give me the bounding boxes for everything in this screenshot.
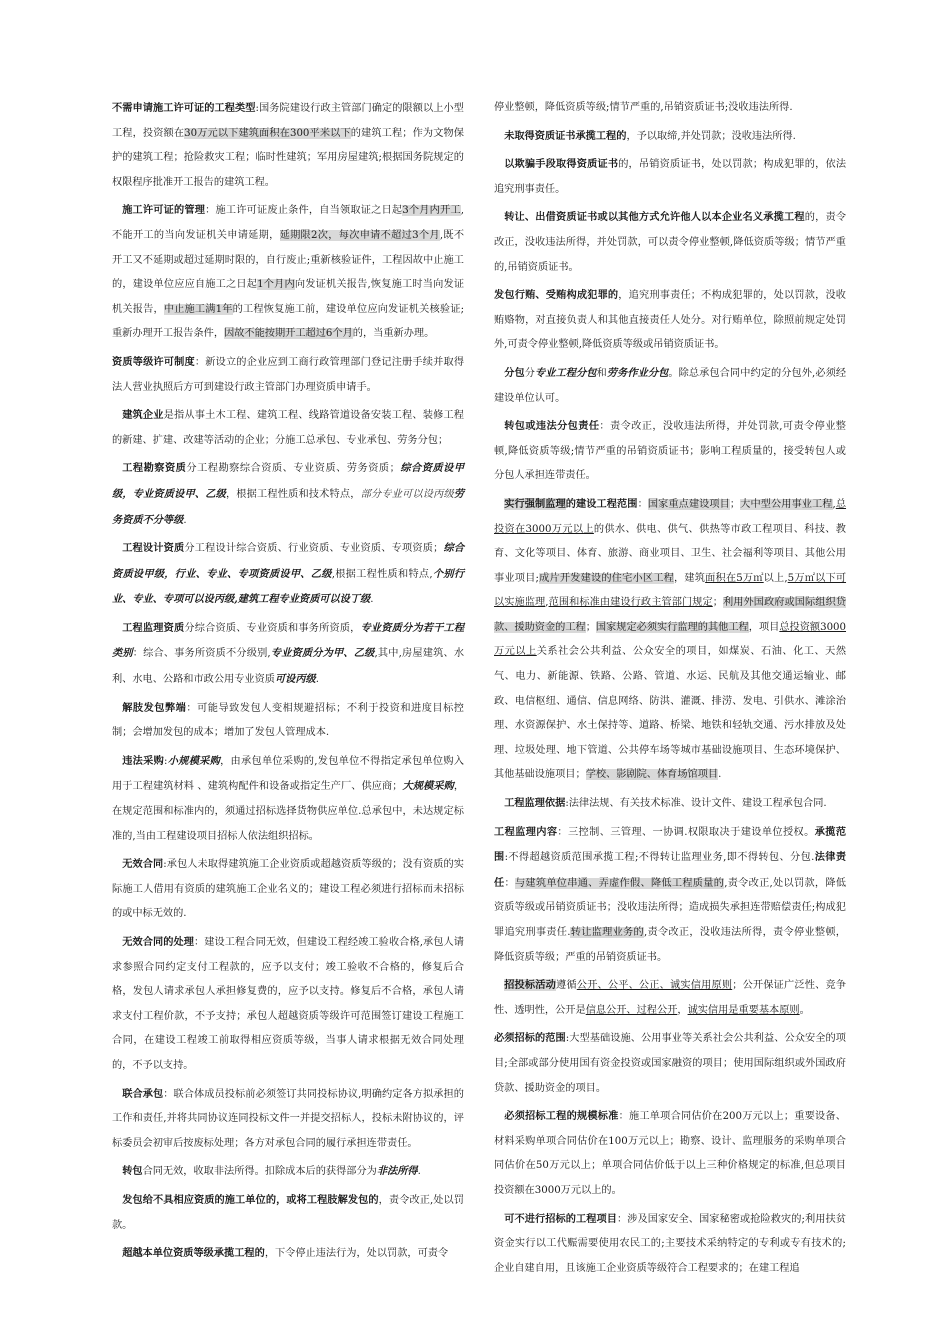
text-run: 施工许可证的管理 xyxy=(122,204,206,217)
paragraph-r10 xyxy=(494,820,846,971)
text-run: 成片开发建设的住宅小区工程 xyxy=(538,572,674,584)
text-run: 分 xyxy=(524,367,535,379)
text-run: ,既不开工又不延期或超过延期时限的，自行废止;重新核验证件，工程因故中止施工的，建设单位应应自施工之日起 xyxy=(112,229,465,291)
text-run: ：建设工程合同无效，但建设工程经竣工验收合格,承包人请求参照合同约定支付工程款的，应予以支付；竣工验收不合格的，修复后合格，发包人请求承包人承担修复费的，应予以支持。修复后不合格，承包人请求支付工程价款，不予支持；承包人超越资质等级许可范围签订建设工程施工合同，在建设工程竣工前取得相应资质等级，当事人请求根据无效合同处理的，不予以支持。 xyxy=(112,937,464,1071)
text-run: 关系社会公共利益、公众安全的项目，如煤炭、石油、化工、天然气、电力、新能源、铁路、公路、管道、水运、民航及其他交通运输业、邮政、电信枢纽、通信、信息网络、防洪、灌溉、排涝、发电、引供水、滩涂治理、水资源保护、水土保持等、道路、桥梁、地铁和轻轨交通、污水排放及处理、垃圾处理、地下管道、公共停车场等城市基础设施项目、生态环境保护、其他基础设施项目； xyxy=(494,646,847,781)
text-run: ，根据工程性质和技术特点， xyxy=(225,488,361,500)
paragraph-r6 xyxy=(494,361,846,411)
text-run: ，予以取缔,并处罚款；没收违法所得. xyxy=(626,130,796,142)
text-run: 招投标活动 xyxy=(504,979,557,992)
paragraph-l4 xyxy=(112,403,464,453)
text-run: 以上, xyxy=(763,572,788,584)
paragraph-l1 xyxy=(112,96,464,195)
text-run: ,责令改正，没收违法所得，责令停业整顿，降低资质等级；严重的吊销资质证书。 xyxy=(494,927,846,963)
text-run: 的建筑工程；作为文物保护的建筑工程；抢险救灾工程；临时性建筑；军用房屋建筑;根据国务院规定的权限程序批准开工报告的建筑工程。 xyxy=(112,127,464,188)
text-run: ； xyxy=(712,597,723,609)
paragraph-l15 xyxy=(112,1241,464,1267)
document-page xyxy=(112,96,854,1306)
paragraph-l5 xyxy=(112,456,464,533)
text-run: 综合资质设甲级，专业资质设甲、乙级 xyxy=(112,462,465,500)
text-run: 的工程恢复施工前，建设单位应向发证机关核验证;重新办理开工报告条件， xyxy=(112,303,465,340)
text-run: 公开、公平、公正、诚实信用原则 xyxy=(576,980,733,992)
text-run: 分工程勘察综合资质、专业资质、劳务资质； xyxy=(186,463,400,475)
text-run: 劳务资质不分等级 xyxy=(112,487,465,526)
paragraph-l12 xyxy=(112,1082,464,1157)
text-run: 范围和标准由建设行政主管部门规定 xyxy=(548,597,713,609)
text-run: ； xyxy=(729,498,741,510)
text-run: ：涉及国家安全、国家秘密或抢险救灾的;利用扶贫资金实行以工代赈需要使用农民工的;主要技术采纳特定的专利或专有技术的;企业自建自用，且该施工企业资质等级符合工程要求的；在建工程追 xyxy=(494,1213,846,1274)
text-run: 工程设计资质 xyxy=(122,542,185,555)
text-run: 分工程设计综合资质、行业资质、专业资质、专项资质； xyxy=(184,543,444,555)
text-run: 工程监理资质 xyxy=(122,621,185,634)
text-run: . xyxy=(315,674,319,686)
text-run: 是指从事土木工程、建筑工程、线路管道设备安装工程、装修工程的新建、扩建、改建等活动的企业；分施工总承包、专业承包、劳务分包； xyxy=(112,410,464,446)
paragraph-l2 xyxy=(112,198,464,347)
text-run: 小规模采购 xyxy=(167,754,221,767)
text-run: ：施工单项合同估价在200万元以上；重要设备、材料采购单项合同估价在100万元以上；勘察、设计、监理服务的采购单项合同估价在50万元以上；单项合同估价低于以上三种价格规定的标准,但总项目投资额在3000万元以上的。 xyxy=(494,1111,846,1196)
text-run: , xyxy=(545,597,549,609)
paragraph-r8 xyxy=(494,492,846,788)
text-run: 国家规定必须实行监理的其他工程 xyxy=(595,621,749,633)
text-run: ，在规定范围和标准内的，须通过招标选择货物供应单位.总承包中，未达规定标准的,当由工程建设项目招标人依法组织招标。 xyxy=(112,781,464,842)
text-run: 必须招标的范围 xyxy=(494,1032,566,1045)
paragraph-r4 xyxy=(494,205,846,280)
text-run: 3个月内开工 xyxy=(402,205,461,217)
text-run: 个别行业、专业、专项可以设丙级,建筑工程专业资质可以设丁级 xyxy=(112,567,465,606)
paragraph-l8 xyxy=(112,696,464,746)
text-run: ：可能导致发包人变相规避招标；不利于投资和进度目标控制；会增加发包的成本；增加了发包人管理成本. xyxy=(112,702,464,739)
text-run: ,其中,房屋建筑、水利、水电、公路和市政公用专业资质 xyxy=(112,648,465,686)
text-run: 专业资质分为甲、乙级 xyxy=(270,647,375,660)
paragraph-r7 xyxy=(494,414,846,489)
text-run: 分包 xyxy=(504,366,525,379)
text-run: 合同无效，收取非法所得。扣除成本后的获得部分为 xyxy=(142,1166,377,1178)
text-run: 联合承包 xyxy=(122,1087,164,1100)
text-run: 诚实信用是重要基本原则 xyxy=(687,1004,800,1016)
text-run: ；公开保证广泛性、竞争性、透明性，公开是 xyxy=(494,980,847,1016)
text-run: 5万㎡以下可以实施监理 xyxy=(494,572,847,609)
paragraph-r13 xyxy=(494,1104,846,1203)
text-run: 1个月内 xyxy=(257,279,295,291)
text-run: ，追究刑事责任；不构成犯罪的，处以罚款，没收贿赂物，对直接负责人和其他直接责任人处分。对行贿单位，除照前规定处罚外,可责令停业整顿,降低资质等级或吊销资质证书。 xyxy=(494,290,846,351)
text-run: 30万元以下建筑面积在300平米以下 xyxy=(184,127,351,139)
text-run: ，建筑 xyxy=(674,572,706,584)
text-run: 中止施工满1年 xyxy=(163,303,233,315)
text-run: 与建筑单位串通、弄虚作假、降低工程质量的 xyxy=(514,877,725,889)
text-run: 因故不能按期开工超过6个月 xyxy=(224,328,353,340)
text-run: ，由承包单位采购的,发包单位不得指定承包单位购入用于工程建筑材料 、建筑构配件和设备或指定生产厂、供应商； xyxy=(112,755,465,793)
text-run: 停业整顿，降低资质等级;情节严重的,吊销资质证书;没收违法所得. xyxy=(494,102,793,113)
paragraph-r1 xyxy=(494,96,846,121)
text-run: 面积在5万㎡ xyxy=(705,572,764,584)
text-run: 信息公开、过程公开 xyxy=(585,1004,678,1016)
text-run: 超越本单位资质等级承揽工程的 xyxy=(122,1247,265,1260)
text-run: 以欺骗手段取得资质证书 xyxy=(504,158,619,171)
text-run: :承包人未取得建筑施工企业资质或超越资质等级的；没有资质的实际施工人借用有资质的建筑施工企业名义的；建设工程必须进行招标而未招标的或中标无效的. xyxy=(112,859,464,920)
text-run: 必须招标工程的规模标准 xyxy=(504,1110,619,1123)
text-run: ， xyxy=(677,1004,688,1016)
text-run: 无效合同 xyxy=(122,858,164,871)
text-run: 劳务作业分包 xyxy=(606,366,669,379)
paragraph-l10 xyxy=(112,852,464,927)
text-run: 分综合资质、专业资质和事务所资质， xyxy=(184,622,361,634)
text-run: 大规模采购 xyxy=(402,780,454,793)
text-run: 延期限2次，每次申请不超过3个月 xyxy=(279,229,440,241)
text-run: 部分专业可以设丙级 xyxy=(360,488,454,500)
text-run: ： xyxy=(504,877,515,889)
text-run: 大中型公用事业工程 xyxy=(740,498,833,510)
text-run: 转包 xyxy=(122,1165,143,1178)
text-run: 建筑企业 xyxy=(122,409,164,422)
text-run: ,责令改正,处以罚款，降低资质等级或吊销资质证书；没收违法所得；造成损失承担连带赔偿责任;构成犯罪追究刑事责任. xyxy=(494,877,847,938)
text-run: ：综合、事务所资质不分级别, xyxy=(132,648,271,660)
text-run: 可设丙级 xyxy=(275,673,316,686)
text-run: 法律责任 xyxy=(494,851,847,889)
text-run: :大型基础设施、公用事业等关系社会公共利益、公众安全的项目;全部或部分使用国有资金投资或国家融资的项目；使用国际组织或外国政府贷款、援助资金的项目。 xyxy=(494,1033,846,1094)
paragraph-l9 xyxy=(112,749,464,849)
text-run: 承揽范围 xyxy=(494,825,847,864)
paragraph-r5 xyxy=(494,283,846,358)
text-run: 转包或违法分包责任 xyxy=(504,420,600,433)
paragraph-r9 xyxy=(494,791,846,817)
text-run: ：三控制、三管理、一协调.权限取决于建设单位授权。 xyxy=(557,826,815,838)
text-run: 发包给不具相应资质的施工单位的，或将工程肢解发包的 xyxy=(122,1193,379,1206)
text-run: 。 xyxy=(799,1004,810,1016)
paragraph-l3 xyxy=(112,350,464,400)
text-run: ： xyxy=(637,498,648,510)
text-run: 向发证机关报告,恢复施工时当向发证机关报告， xyxy=(112,279,465,315)
paragraph-l6 xyxy=(112,536,464,613)
text-run: 违法采购 xyxy=(122,754,165,767)
text-run: 的，责令改正，没收违法所得，并处罚款，可以责令停业整顿,降低资质等级；情节严重的,吊销资质证书。 xyxy=(494,212,847,273)
text-run: ，责令改正,处以罚款。 xyxy=(112,1194,464,1231)
text-run: ，项目 xyxy=(748,621,780,633)
text-run: 非法所得 xyxy=(376,1165,418,1178)
text-run: 的，吊销资质证书，处以罚款；构成犯罪的，依法追究刑事责任。 xyxy=(494,159,847,195)
text-run: 转让、出借资质证书或以其他方式允许他人以本企业名义承揽工程 xyxy=(504,211,805,224)
paragraph-r14 xyxy=(494,1207,846,1282)
text-run: ：施工许可证废止条件，自当领取证之日起 xyxy=(205,205,403,217)
text-run: 工程监理依据 xyxy=(504,797,566,810)
text-run: 实行强制监理 xyxy=(504,497,566,510)
text-run: :不得超越资质范围承揽工程;不得转让监理业务,即不得转包、分包. xyxy=(504,852,815,864)
text-run: 无效合同的处理 xyxy=(122,936,195,948)
text-run: , xyxy=(832,498,836,510)
text-run: 资质等级许可制度 xyxy=(112,355,195,368)
text-run: 和 xyxy=(596,367,607,379)
text-run: ：责令改正，没收违法所得，并处罚款,可责令停业整顿,降低资质等级;情节严重的吊销资质证书；影响工程质量的，接受转包人或分包人承担连带责任。 xyxy=(494,421,846,482)
text-run: 专业资质分为若干工程类别 xyxy=(112,621,465,660)
text-run: 未取得资质证书承揽工程的 xyxy=(504,129,627,142)
right-column xyxy=(494,96,846,1284)
paragraph-l11 xyxy=(112,930,464,1079)
text-run: ，下令停止违法行为，处以罚款，可责令 xyxy=(264,1248,449,1260)
text-run: 总投资在3000万元以上 xyxy=(494,498,847,535)
text-run: 可不进行招标的工程项目 xyxy=(504,1212,617,1225)
text-run: 学校、影剧院、体育场馆项目 xyxy=(585,769,719,781)
text-run: 的建设工程范围 xyxy=(565,497,638,510)
text-run: 解肢发包弊端 xyxy=(122,701,187,714)
text-run: 。除总承包合同中约定的分包外,必须经建设单位认可。 xyxy=(494,367,847,404)
text-run: ,不能开工的当向发证机关申请延期， xyxy=(112,205,465,241)
left-column xyxy=(112,96,464,1270)
text-run: . xyxy=(183,514,187,526)
text-run: ：联合体成员投标前必须签订共同投标协议,明确约定各方拟承担的工作和责任,并将共同协议连同投标文件一并提交招标人，投标未附协议的，评标委员会初审后按废标处理；各方对承包合同的履行承担连带责任。 xyxy=(112,1088,464,1149)
text-run: 工程监理内容 xyxy=(494,825,558,838)
text-run: 综合资质设甲级，行业、专业、专项资质设甲、乙级 xyxy=(112,542,465,580)
paragraph-r3 xyxy=(494,152,846,202)
text-run: 专业工程分包 xyxy=(534,366,597,379)
paragraph-l14 xyxy=(112,1188,464,1238)
text-run: 总投资额3000万元以上 xyxy=(494,621,847,658)
text-run: 工程勘察资质 xyxy=(122,462,187,475)
text-run: 不需申请施工许可证的工程类型 xyxy=(112,102,256,114)
paragraph-l13 xyxy=(112,1159,464,1185)
text-run: 发包行贿、受贿构成犯罪的 xyxy=(494,289,619,302)
text-run: 的供水、供电、供气、供热等市政工程项目、科技、教育、文化等项目、体育、旅游、商业项目、卫生、社会福利等项目、其他公用事业项目; xyxy=(494,523,846,584)
text-run: . xyxy=(718,769,722,781)
paragraph-r2 xyxy=(494,124,846,150)
text-run: ,根据工程性质和特点, xyxy=(331,568,433,580)
text-run: ； xyxy=(585,621,596,633)
text-run: 转让监理业务的 xyxy=(570,927,644,938)
text-run: . xyxy=(417,1166,421,1178)
text-run: :国务院建设行政主管部门确定的限额以上小型工程，投资额在 xyxy=(112,103,464,139)
text-run: : xyxy=(164,755,168,767)
text-run: 的，当重新办理。 xyxy=(352,328,435,340)
text-run: 遵循 xyxy=(556,980,577,992)
text-run: ：新设立的企业应到工商行政管理部门登记注册手续并取得法人营业执照后方可到建设行政主管部门办理资质申请手。 xyxy=(112,356,465,393)
paragraph-r12 xyxy=(494,1026,846,1101)
paragraph-l7 xyxy=(112,616,464,693)
paragraph-r11 xyxy=(494,973,846,1023)
text-run: 国家重点建设项目 xyxy=(647,498,730,510)
text-run: . xyxy=(370,594,374,606)
text-run: :法律法规、有关技术标准、设计文件、建设工程承包合同. xyxy=(565,798,827,810)
text-run: 利用外国政府或国际组织贷款、援助资金的工程 xyxy=(494,597,847,633)
